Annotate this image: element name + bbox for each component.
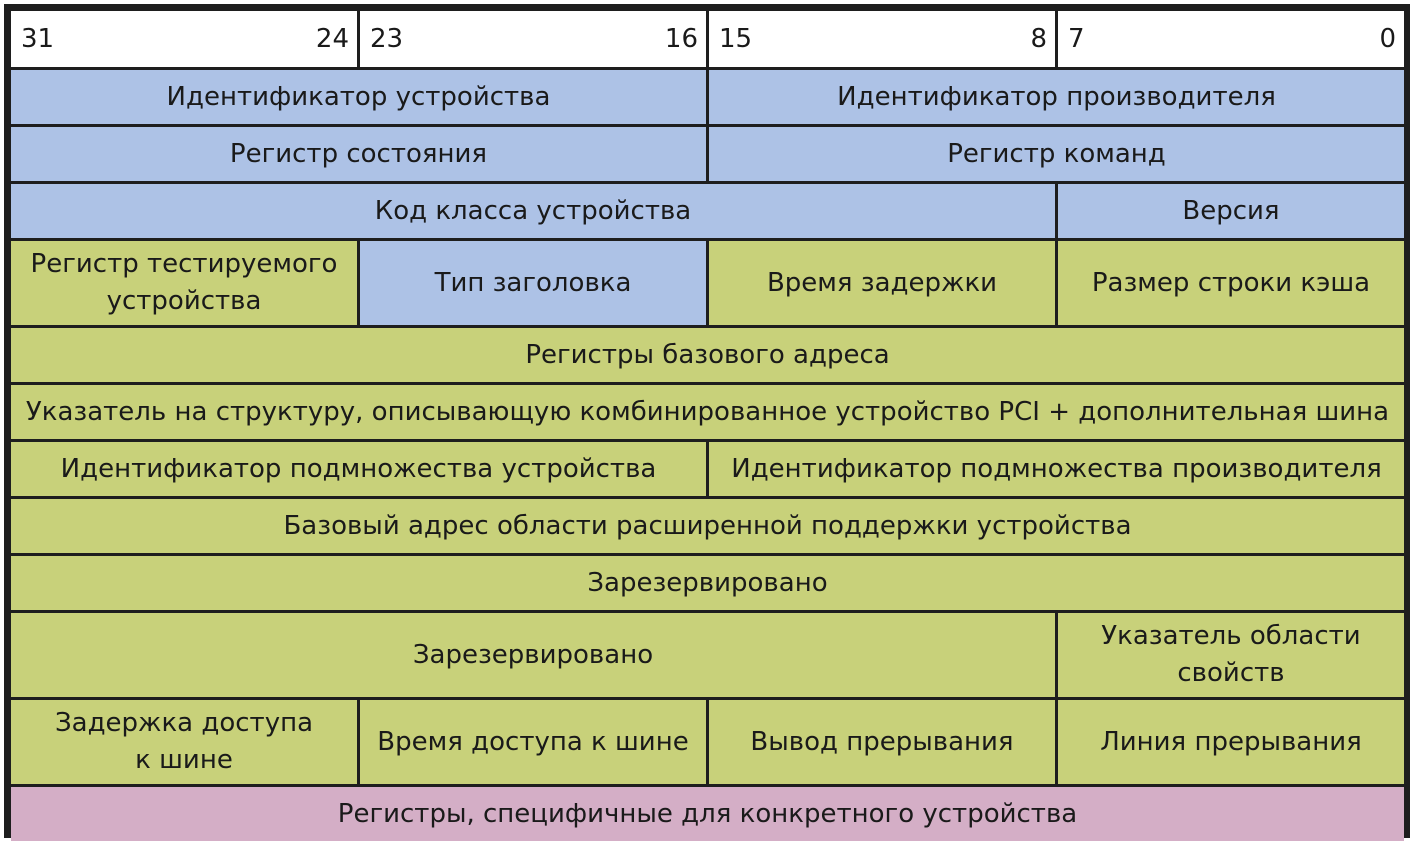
cell-line: Регистр тестируемого — [30, 249, 338, 279]
bit-high-label: 31 — [21, 24, 55, 54]
bit-header-byte2 — [360, 11, 706, 67]
cell-interrupt-line: Линия прерывания — [1058, 700, 1404, 784]
cell-revision: Версия — [1058, 184, 1404, 238]
cell-reserved-1: Зарезервировано — [11, 556, 1404, 610]
bit-low-label: 16 — [664, 24, 698, 54]
bit-low-label: 0 — [1379, 24, 1396, 54]
cell-latency-timer: Время задержки — [709, 241, 1055, 325]
cell-vendor-id: Идентификатор производителя — [709, 70, 1404, 124]
cell-max-latency — [11, 700, 357, 784]
cell-line: Задержка доступа — [54, 708, 314, 738]
bit-high-label: 7 — [1068, 24, 1085, 54]
bit-header-byte1 — [709, 11, 1055, 67]
cell-reserved-2: Зарезервировано — [11, 613, 1055, 697]
cell-line: свойств — [1177, 658, 1285, 688]
bit-header-byte3 — [11, 11, 357, 67]
cell-cardbus-cis-pointer: Указатель на структуру, описывающую комбинированное устройство PCI + дополнительная шина — [11, 385, 1404, 439]
pci-config-register-table — [11, 11, 1404, 835]
cell-header-type: Тип заголовка — [360, 241, 706, 325]
cell-subsystem-vendor-id: Идентификатор подмножества производителя — [709, 442, 1404, 496]
cell-cache-line-size: Размер строки кэша — [1058, 241, 1404, 325]
bit-header-byte0 — [1058, 11, 1404, 67]
cell-device-id: Идентификатор устройства — [11, 70, 706, 124]
cell-line: устройства — [106, 286, 262, 316]
cell-base-address-registers: Регистры базового адреса — [11, 328, 1404, 382]
cell-min-grant: Время доступа к шине — [360, 700, 706, 784]
bit-high-label: 15 — [719, 24, 753, 54]
cell-expansion-rom-base: Базовый адрес области расширенной поддержки устройства — [11, 499, 1404, 553]
cell-device-specific-registers: Регистры, специфичные для конкретного устройства — [11, 787, 1404, 841]
bit-high-label: 23 — [370, 24, 404, 54]
bit-low-label: 8 — [1030, 24, 1047, 54]
cell-capabilities-pointer — [1058, 613, 1404, 697]
cell-subsystem-id: Идентификатор подмножества устройства — [11, 442, 706, 496]
cell-bist-register — [11, 241, 357, 325]
cell-status-register: Регистр состояния — [11, 127, 706, 181]
cell-class-code: Код класса устройства — [11, 184, 1055, 238]
register-table-frame — [4, 4, 1410, 838]
cell-interrupt-pin: Вывод прерывания — [709, 700, 1055, 784]
cell-line: к шине — [135, 745, 233, 775]
cell-line: Указатель области — [1101, 621, 1361, 651]
bit-low-label: 24 — [315, 24, 349, 54]
cell-command-register: Регистр команд — [709, 127, 1404, 181]
